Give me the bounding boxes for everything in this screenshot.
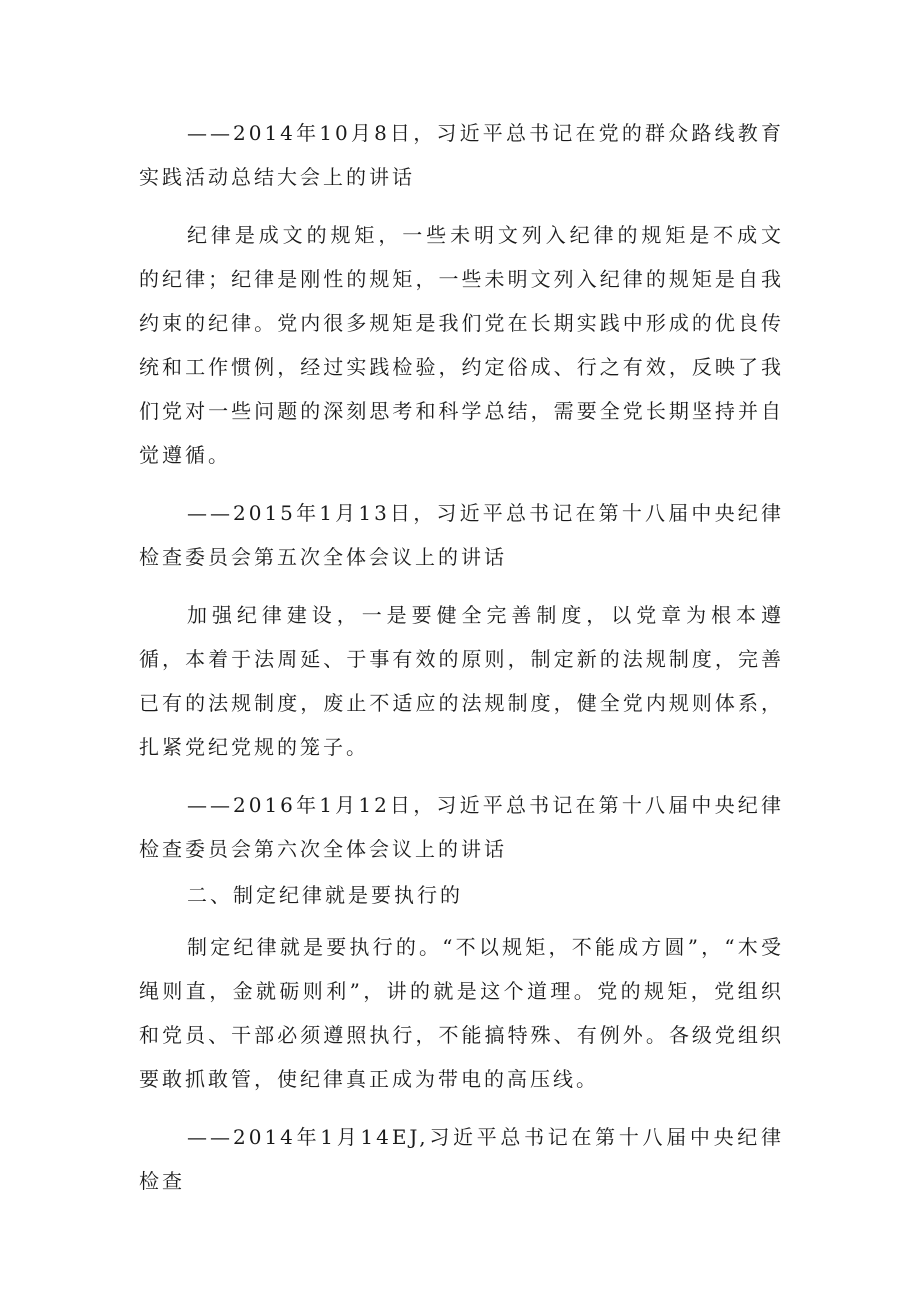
section-heading: 二、制定纪律就是要执行的 [187, 883, 463, 907]
attribution-paragraph: ——2015年1月13日，习近平总书记在第十八届中央纪律检查委员会第五次全体会议上的讲话 [139, 501, 784, 569]
body-paragraph: 纪律是成文的规矩，一些未明文列入纪律的规矩是不成文的纪律；纪律是刚性的规矩，一些未明文列入纪律的规矩是自我约束的纪律。党内很多规矩是我们党在长期实践中形成的优良传统和工作惯例，经过实践检验，约定俗成、行之有效，反映了我们党对一些问题的深刻思考和科学总结，需要全党长期坚持并自觉遵循。 [139, 223, 784, 467]
attribution-paragraph: ——2014年1月14EJ,习近平总书记在第十八届中央纪律检查 [139, 1125, 784, 1193]
document-body [139, 111, 784, 1217]
body-paragraph: 加强纪律建设，一是要健全完善制度，以党章为根本遵循，本着于法周延、于事有效的原则，制定新的法规制度，完善已有的法规制度，废止不适应的法规制度，健全党内规则体系，扎紧党纪党规的笼子。 [139, 603, 784, 759]
attribution-paragraph: ——2016年1月12日，习近平总书记在第十八届中央纪律检查委员会第六次全体会议上的讲话 [139, 793, 784, 861]
body-paragraph: 制定纪律就是要执行的。“不以规矩，不能成方圆”，“木受绳则直，金就砺则利”，讲的就是这个道理。党的规矩，党组织和党员、干部必须遵照执行，不能搞特殊、有例外。各级党组织要敢抓敢管，使纪律真正成为带电的高压线。 [139, 935, 784, 1091]
attribution-paragraph: ——2014年10月8日，习近平总书记在党的群众路线教育实践活动总结大会上的讲话 [139, 121, 784, 189]
